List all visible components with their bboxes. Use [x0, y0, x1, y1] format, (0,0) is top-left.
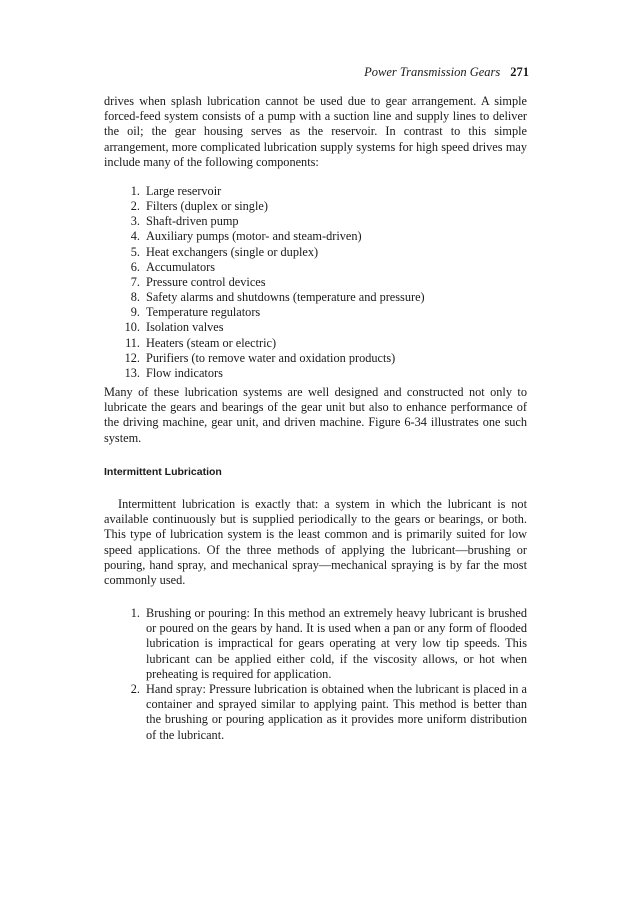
list-item: 8. Safety alarms and shutdowns (temperature and pressure)	[130, 290, 425, 305]
list-item: 4. Auxiliary pumps (motor- and steam-driven)	[130, 229, 362, 244]
section-heading: Intermittent Lubrication	[104, 466, 222, 478]
list-item: 1. Large reservoir	[130, 184, 222, 198]
list-item: 12. Purifiers (to remove water and oxidation products)	[124, 350, 396, 365]
list-item: 9. Temperature regulators	[130, 305, 261, 320]
list-item: 7. Pressure control devices	[130, 274, 266, 289]
page-number: 271	[510, 65, 529, 79]
components-list	[104, 184, 527, 381]
list-item: 2. Hand spray: Pressure lubrication is obtained when the lubricant is placed in a container and sprayed similar to applying paint. This method is better than the brushing or pouring application as it provides more uniform distribution of the lubricant.	[130, 682, 527, 742]
running-head	[104, 64, 529, 80]
intermittent-text: Intermittent lubrication is exactly that: a system in which the lubricant is not available continuously but is supplied periodically to the gears or bearings, or both. This type of lubrication system is the least common and is primarily suited for low speed applications. Of the three methods of applying the lubricant—brushing or pouring, hand spray, and mechanical spray—mechanical spraying is by far the most commonly used.	[104, 497, 527, 588]
list-item: 2. Filters (duplex or single)	[130, 199, 268, 214]
systems-text: Many of these lubrication systems are well designed and constructed not only to lubricate the gears and bearings of the gear unit but also to enhance performance of the driving machine, gear unit, and driven machine. Figure 6-34 illustrates one such system.	[104, 385, 527, 445]
list-item: 3. Shaft-driven pump	[130, 214, 239, 229]
list-item: 13. Flow indicators	[124, 365, 223, 380]
methods-list	[104, 606, 527, 743]
list-item: 1. Brushing or pouring: In this method an extremely heavy lubricant is brushed or poured on the gears by hand. It is used when a pan or any form of flooded lubrication is impractical for gears operating at very low tip speeds. This lubricant can be applied either cold, if the viscosity allows, or hot when preheating is required for application.	[130, 606, 527, 681]
list-item: 10. Isolation valves	[124, 320, 224, 335]
list-item: 6. Accumulators	[130, 259, 215, 274]
systems-paragraph	[104, 385, 527, 446]
intro-text: drives when splash lubrication cannot be used due to gear arrangement. A simple forced-feed system consists of a pump with a suction line and supply lines to deliver the oil; the gear housing serves as the reservoir. In contrast to this simple arrangement, more complicated lubrication supply systems for high speed drives may include many of the following components:	[104, 94, 527, 169]
list-item: 11. Heaters (steam or electric)	[125, 335, 277, 350]
intermittent-paragraph	[104, 497, 527, 588]
intro-paragraph	[104, 94, 527, 170]
running-head-title: Power Transmission Gears	[364, 65, 501, 79]
list-item: 5. Heat exchangers (single or duplex)	[130, 244, 319, 259]
